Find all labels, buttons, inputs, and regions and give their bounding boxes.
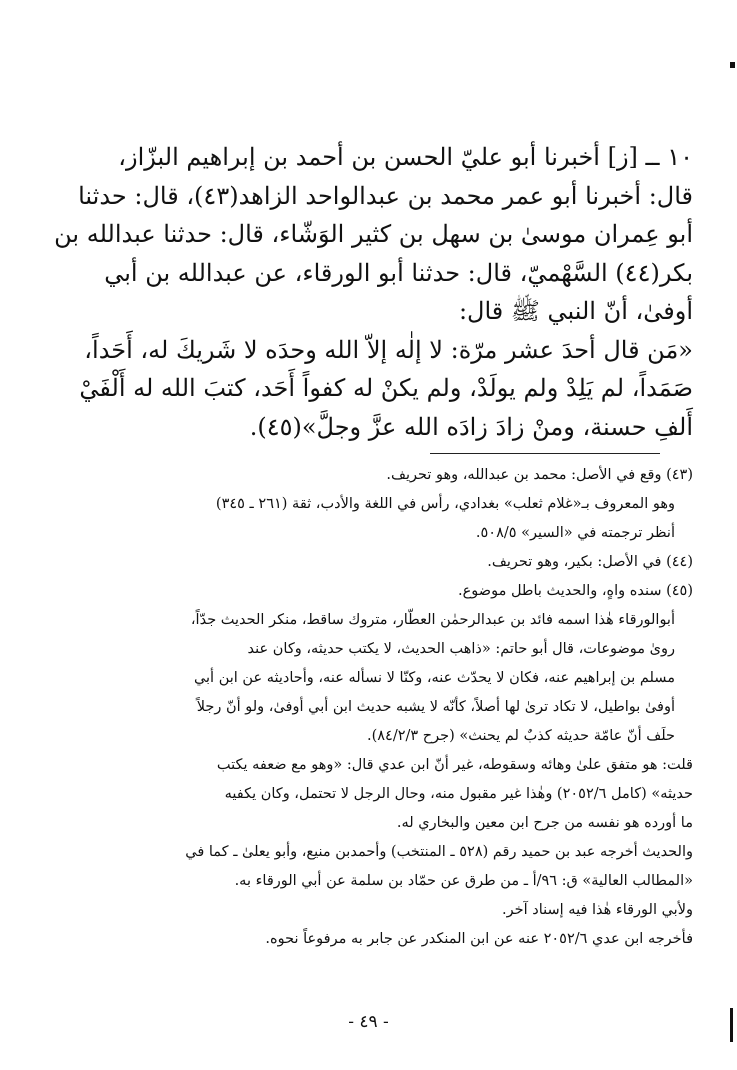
footnote-line: حديثه» (كامل ٢٠٥٢/٦) وهٰذا غير مقبول منه، وحال الرجل لا تحتمل، وكان يكفيه <box>224 786 693 802</box>
page-number: - ٤٩ - <box>348 1012 389 1032</box>
footnote-line: (٤٥) سنده واهٍ، والحديث باطل موضوع. <box>458 583 693 599</box>
footnote-line: فأخرجه ابن عدي ٢٠٥٢/٦ عنه عن ابن المنكدر عن جابر به مرفوعاً نحوه. <box>265 931 693 947</box>
footnote-line: وهو المعروف بـ«غلام ثعلب» بغدادي، رأس في اللغة والأدب، ثقة (٢٦١ ـ ٣٤٥) <box>215 496 675 512</box>
text-line: «مَن قال أحدَ عشر مرّة: لا إلٰه إلاّ الله وحدَه لا شَريكَ له، أَحَداً، <box>84 335 693 364</box>
text-line: أبو عِمران موسىٰ بن سهل بن كثير الوَشّاء، قال: حدثنا عبدالله بن <box>54 220 693 248</box>
footnote-line: حلَف أنّ عامّة حديثه كذبٌ لم يحنث» (جرح ٨٤/٢/٣). <box>366 728 675 744</box>
footnote-line: ما أورده هو نفسه من جرح ابن معين والبخاري له. <box>396 815 693 831</box>
text-line: أوفىٰ، أنّ النبي ﷺ قال: <box>458 297 693 325</box>
scan-mark <box>730 62 735 68</box>
footnote-line: أبوالورقاء هٰذا اسمه فائد بن عبدالرحمٰن العطّار، متروك ساقط، منكر الحديث جدّاً، <box>190 612 675 628</box>
text-line: ١٠ ــ [ز] أخبرنا أبو عليّ الحسن بن أحمد بن إبراهيم البزّاز، <box>118 143 693 171</box>
text-line: أَلفِ حسنة، ومنْ زادَ زادَه الله عزَّ وجلَّ»(٤٥). <box>249 412 693 441</box>
footnote-line: أوفىٰ بواطيل، لا تكاد ترىٰ لها أصلاً، كأنّه لا يشبه حديث ابن أبي أوفىٰ، ولو أنّ رجلاً <box>196 699 675 715</box>
footnote-line: والحديث أخرجه عبد بن حميد رقم (٥٢٨ ـ المنتخب) وأحمدبن منيع، وأبو يعلىٰ ـ كما في <box>185 844 693 860</box>
footnote-line: (٤٤) في الأصل: بكير، وهو تحريف. <box>487 554 693 570</box>
text-line: بكر(٤٤) السَّهْميّ، قال: حدثنا أبو الورقاء، عن عبدالله بن أبي <box>104 258 693 287</box>
footnotes <box>43 461 693 954</box>
text-line: قال: أخبرنا أبو عمر محمد بن عبدالواحد الزاهد(٤٣)، قال: حدثنا <box>78 181 693 210</box>
footnote-line: أنظر ترجمته في «السير» ٥٠٨/٥. <box>475 525 675 541</box>
footnote-line: مسلم بن إبراهيم عنه، فكان لا يحدّث عنه، وكنّا لا نسأله عنه، وأحاديثه عن ابن أبي <box>193 670 675 686</box>
text-line: صَمَداً، لم يَلِدْ ولم يولَدْ، ولم يكنْ له كفواً أَحَد، كتبَ الله له أَلْفَيْ <box>79 374 693 402</box>
footnote-line: (٤٣) وقع في الأصل: محمد بن عبدالله، وهو تحريف. <box>386 467 693 483</box>
footnote-line: «المطالب العالية» ق: ٩٦/أ ـ من طرق عن حمّاد بن سلمة عن أبي الورقاء به. <box>234 873 693 889</box>
hadith-text <box>45 138 693 446</box>
footnote-divider <box>430 453 660 454</box>
footnote-line: روىٰ موضوعات، قال أبو حاتم: «ذاهب الحديث، لا يكتب حديثه، وكان عند <box>247 641 675 657</box>
footnote-line: ولأبي الورقاء هٰذا فيه إسناد آخر. <box>502 902 693 918</box>
footnote-line: قلت: هو متفق علىٰ وهائه وسقوطه، غير أنّ ابن عدي قال: «وهو مع ضعفه يكتب <box>216 757 693 773</box>
